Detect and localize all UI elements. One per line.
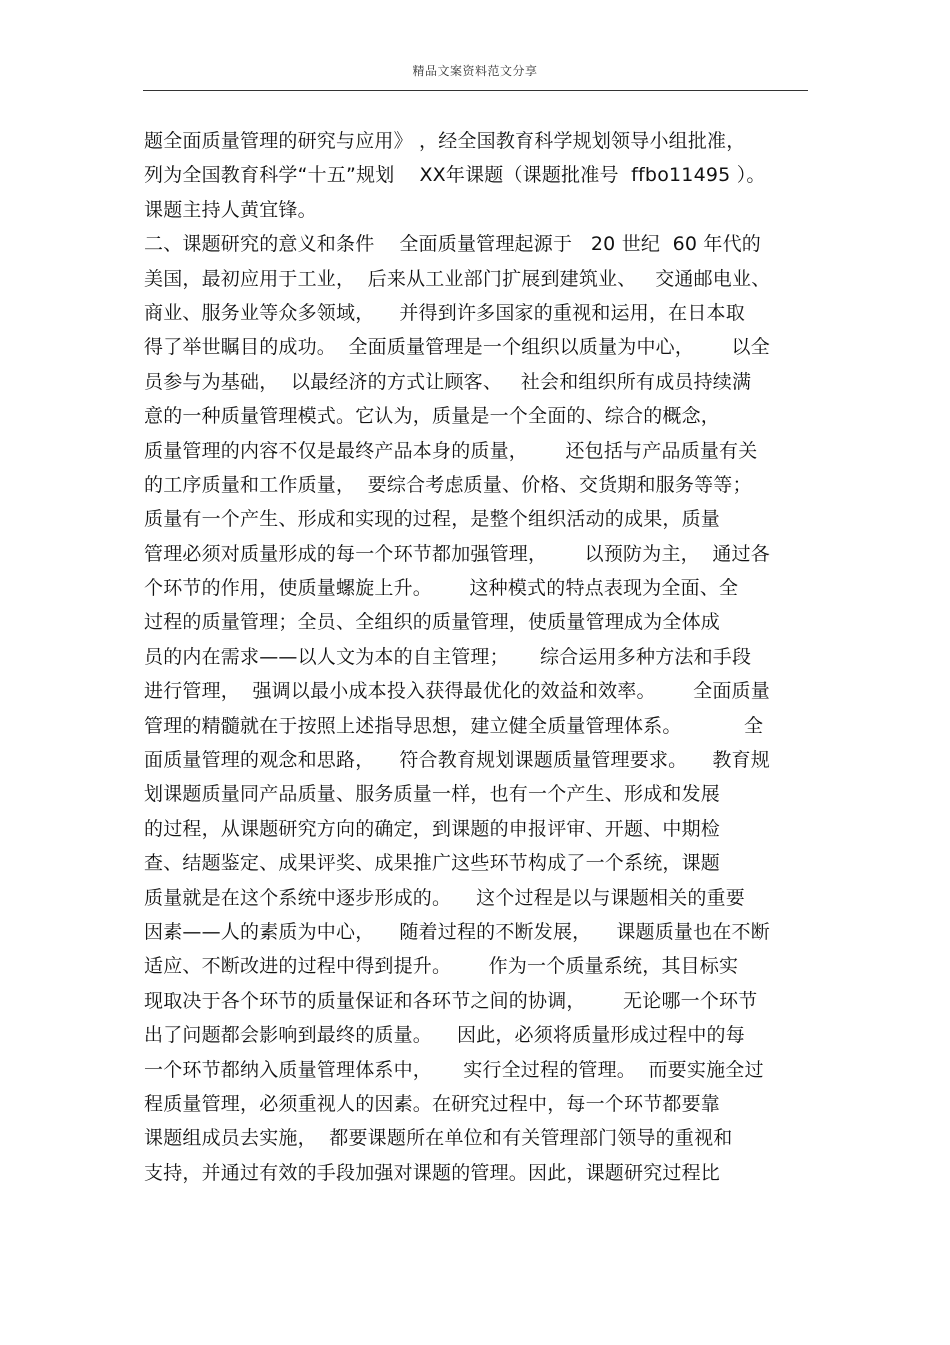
text-line: 的过程，从课题研究方向的确定，到课题的申报评审、开题、中期检: [144, 817, 721, 840]
text-line: 面质量管理的观念和思路， 符合教育规划课题质量管理要求。 教育规: [144, 749, 770, 772]
text-line: 进行管理， 强调以最小成本投入获得最优化的效益和效率。 全面质量: [144, 680, 770, 703]
text-line: 员的内在需求——以人文为本的自主管理； 综合运用多种方法和手段: [144, 645, 752, 668]
text-line: 质量就是在这个系统中逐步形成的。 这个过程是以与课题相关的重要: [144, 886, 745, 909]
text-line: 划课题质量同产品质量、服务质量一样，也有一个产生、形成和发展: [144, 783, 721, 806]
text-line: 课题组成员去实施， 都要课题所在单位和有关管理部门领导的重视和: [144, 1127, 733, 1150]
text-line: 二、课题研究的意义和条件 全面质量管理起源于 20 世纪 60 年代的: [144, 233, 761, 256]
text-line: 支持，并通过有效的手段加强对课题的管理。因此，课题研究过程比: [144, 1161, 721, 1184]
text-line: 一个环节都纳入质量管理体系中， 实行全过程的管理。 而要实施全过: [144, 1058, 764, 1081]
page-header: 精品文案资料范文分享: [412, 64, 538, 78]
text-line: 因素——人的素质为中心， 随着过程的不断发展， 课题质量也在不断: [144, 920, 770, 943]
text-line: 管理的精髓就在于按照上述指导思想，建立健全质量管理体系。 全: [144, 714, 764, 737]
text-line: 程质量管理，必须重视人的因素。在研究过程中，每一个环节都要靠: [144, 1092, 721, 1115]
text-line: 质量管理的内容不仅是最终产品本身的质量， 还包括与产品质量有关: [144, 439, 758, 462]
text-line: 商业、服务业等众多领域， 并得到许多国家的重视和运用，在日本取: [144, 301, 745, 324]
text-line: 得了举世瞩目的成功。 全面质量管理是一个组织以质量为中心， 以全: [144, 336, 770, 359]
text-line: 适应、不断改进的过程中得到提升。 作为一个质量系统，其目标实: [144, 955, 739, 978]
text-line: 员参与为基础， 以最经济的方式让顾客、 社会和组织所有成员持续满: [144, 370, 752, 393]
header-divider: [143, 90, 808, 91]
text-line: 题全面质量管理的研究与应用》 ，经全国教育科学规划领导小组批准，: [144, 130, 746, 152]
text-line: 列为全国教育科学“十五”规划 XX年课题（课题批准号 ffbo11495 ）。: [144, 164, 766, 187]
text-line: 质量有一个产生、形成和实现的过程，是整个组织活动的成果，质量: [144, 508, 721, 531]
text-line: 课题主持人黄宜锋。: [144, 198, 317, 221]
body-text: [144, 124, 824, 1190]
text-line: 意的一种质量管理模式。它认为，质量是一个全面的、综合的概念，: [144, 405, 721, 428]
text-line: 查、结题鉴定、成果评奖、成果推广这些环节构成了一个系统，课题: [144, 852, 721, 875]
text-line: 的工序质量和工作质量， 要综合考虑质量、价格、交货期和服务等等；: [144, 473, 752, 496]
text-line: 现取决于各个环节的质量保证和各环节之间的协调， 无论哪一个环节: [144, 989, 758, 1012]
text-line: 过程的质量管理；全员、全组织的质量管理，使质量管理成为全体成: [144, 611, 721, 634]
text-line: 管理必须对质量形成的每一个环节都加强管理， 以预防为主， 通过各: [144, 542, 770, 565]
text-line: 美国，最初应用于工业， 后来从工业部门扩展到建筑业、 交通邮电业、: [144, 267, 771, 290]
text-line: 出了问题都会影响到最终的质量。 因此，必须将质量形成过程中的每: [144, 1024, 745, 1047]
text-line: 个环节的作用，使质量螺旋上升。 这种模式的特点表现为全面、全: [144, 577, 739, 600]
